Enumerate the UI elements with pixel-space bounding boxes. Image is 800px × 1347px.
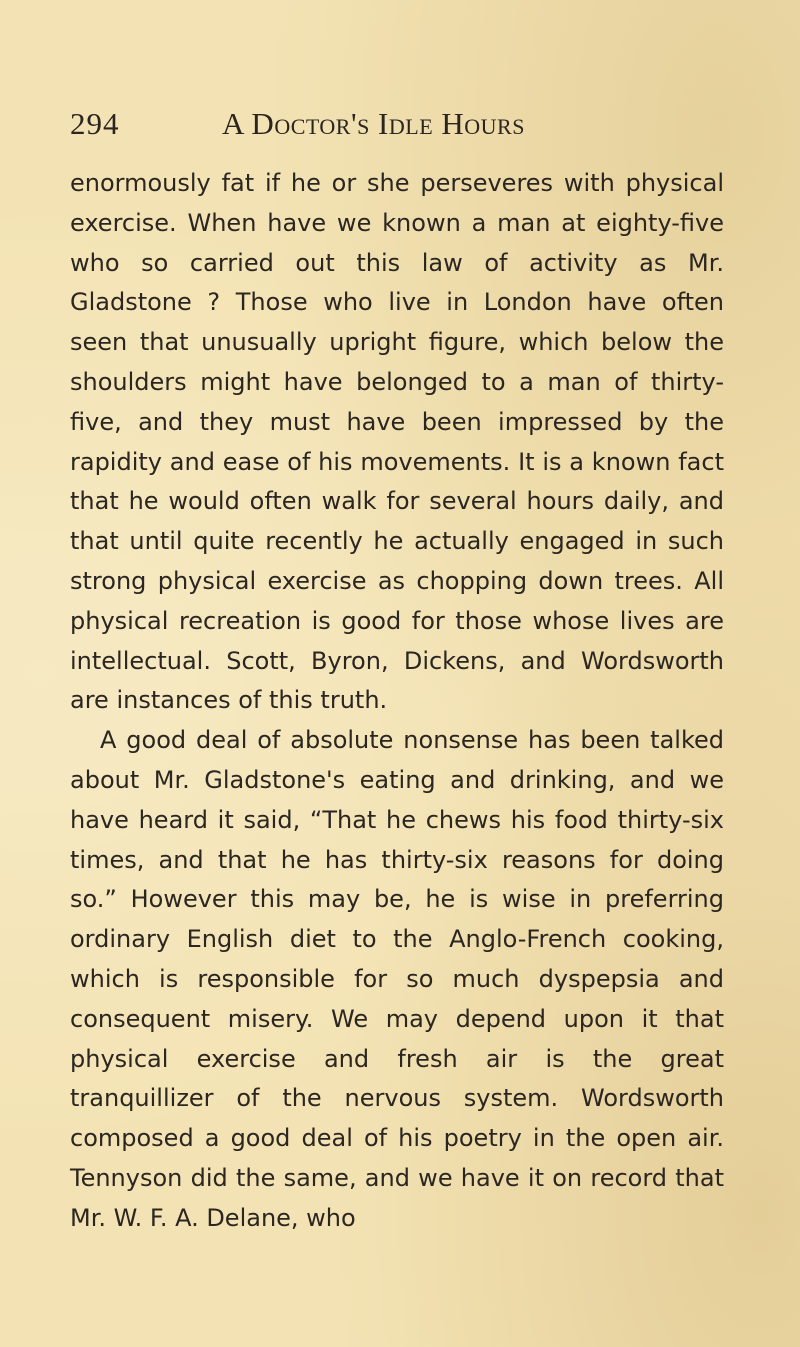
page-number: 294 bbox=[70, 106, 120, 141]
running-head bbox=[70, 106, 730, 150]
running-title: A Doctor's Idle Hours bbox=[222, 106, 525, 141]
paragraph-1: enormously fat if he or she perseveres with physical exercise. When have we known a man at eighty-five who so carried out this law of activity as Mr. Gladstone ? Those who live in London have often seen that unusually upright figure, which below the shoulders might have belonged to a man of thirty-five, and they must have been impressed by the rapidity and ease of his movements. It is a known fact that he would often walk for several hours daily, and that until quite recently he actually engaged in such strong physical exercise as chopping down trees. All physical recreation is good for those whose lives are intellectual. Scott, Byron, Dickens, and Wordsworth are instances of this truth. bbox=[70, 169, 724, 715]
paragraph-2: A good deal of absolute nonsense has been talked about Mr. Gladstone's eating and drinking, and we have heard it said, “That he chews his food thirty-six times, and that he has thirty-six reasons for doing so.” However this may be, he is wise in preferring ordinary English diet to the Anglo-French cooking, which is responsible for so much dyspepsia and consequent misery. We may depend upon it that physical exercise and fresh air is the great tranquillizer of the nervous system. Wordsworth composed a good deal of his poetry in the open air. Tennyson did the same, and we have it on record that Mr. W. F. A. Delane, who bbox=[70, 726, 724, 1232]
body-text bbox=[70, 164, 724, 1239]
